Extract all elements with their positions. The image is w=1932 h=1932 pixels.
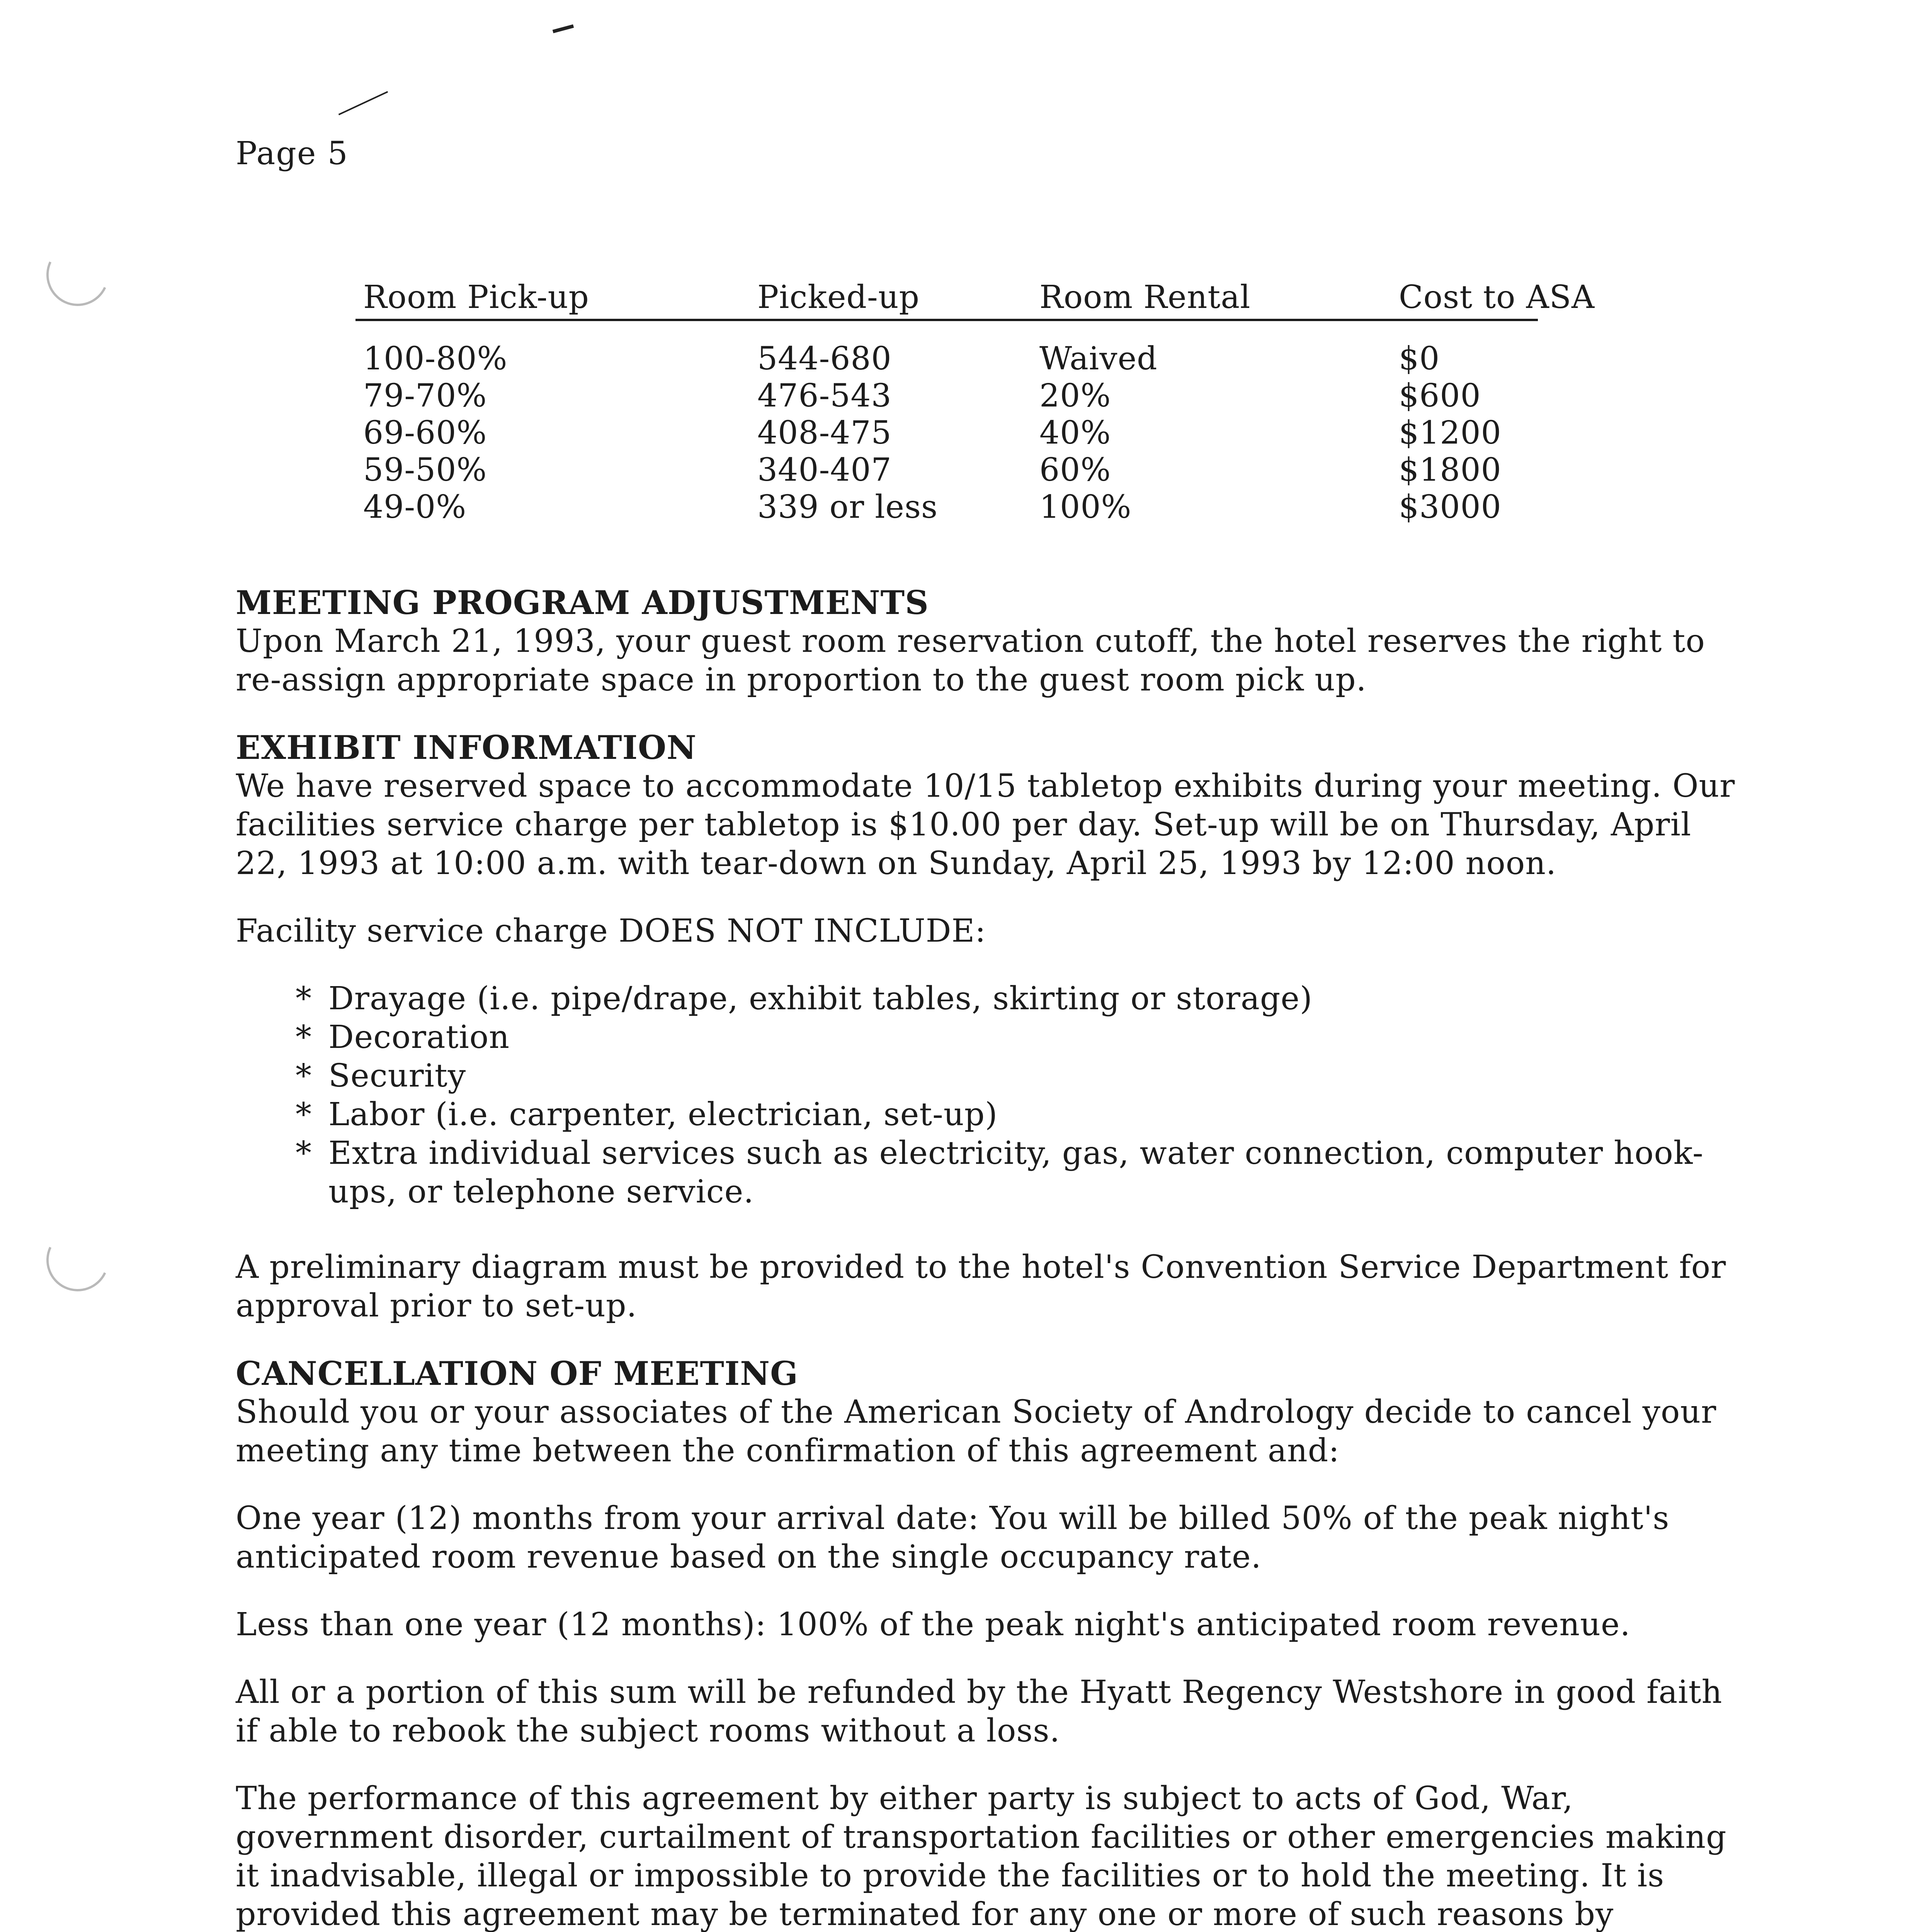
table-cell: 340-407 — [757, 452, 892, 488]
scan-mark — [553, 24, 574, 33]
table-cell: 59-50% — [363, 452, 487, 488]
list-item: * Security — [296, 1057, 1743, 1095]
table-body — [355, 321, 1538, 537]
spacer — [236, 951, 1743, 980]
table-cell: 20% — [1039, 378, 1111, 414]
table-cell: Waived — [1039, 340, 1158, 377]
table-cell: 408-475 — [757, 415, 892, 451]
table-cell: $1200 — [1399, 415, 1502, 451]
not-included-list — [236, 980, 1743, 1211]
table-cell: 79-70% — [363, 378, 487, 414]
table-cell: 69-60% — [363, 415, 487, 451]
list-item: * Drayage (i.e. pipe/drape, exhibit tables, skirting or storage) — [296, 980, 1743, 1018]
table-cell: 100% — [1039, 489, 1132, 526]
section-heading-exhibit: EXHIBIT INFORMATION — [236, 728, 697, 767]
punch-hole — [37, 1220, 118, 1300]
table-row — [355, 378, 1538, 415]
column-header-cost-to-asa: Cost to ASA — [1399, 279, 1595, 316]
list-item: * Decoration — [296, 1018, 1743, 1057]
cancellation-intro: Should you or your associates of the American Society of Andrology decide to cancel your meeting any time between the confirmation of this agreement and: — [236, 1394, 1717, 1469]
table-cell: $0 — [1399, 340, 1440, 377]
not-included-intro: Facility service charge DOES NOT INCLUDE: — [236, 913, 986, 949]
table-cell: 100-80% — [363, 340, 508, 377]
page-number: Page 5 — [236, 135, 349, 172]
exhibit-text: We have reserved space to accommodate 10/15 tabletop exhibits during your meeting. Our facilities service charge per tabletop is $10.00 per day. Set-up will be on Thursday, April 22, 1993 at 10:00 a.m. with tear-down on Sunday, April 25, 1993 by 12:00 noon. — [236, 768, 1735, 882]
list-item: * Labor (i.e. carpenter, electrician, set-up) — [296, 1095, 1743, 1134]
table-row — [355, 489, 1538, 526]
table-cell: 60% — [1039, 452, 1111, 488]
cancellation-one-year: One year (12) months from your arrival date: You will be billed 50% of the peak night's anticipated room revenue based on the single occupancy rate. — [236, 1500, 1670, 1575]
diagram-note: A preliminary diagram must be provided to the hotel's Convention Service Department for approval prior to set-up. — [236, 1249, 1726, 1324]
table-header — [355, 270, 1595, 321]
room-pickup-table — [355, 270, 1595, 537]
spacer — [236, 883, 1743, 912]
column-header-room-pickup: Room Pick-up — [363, 279, 589, 316]
cancellation-refund: All or a portion of this sum will be refunded by the Hyatt Regency Westshore in good faith if able to rebook the subject rooms without a loss. — [236, 1674, 1723, 1749]
section-heading-cancellation: CANCELLATION OF MEETING — [236, 1354, 798, 1393]
table-cell: 339 or less — [757, 489, 938, 526]
table-cell: 49-0% — [363, 489, 467, 526]
table-cell: 476-543 — [757, 378, 892, 414]
section-heading-meeting-program: MEETING PROGRAM ADJUSTMENTS — [236, 583, 929, 622]
table-row — [355, 452, 1538, 489]
spacer — [236, 1644, 1743, 1673]
punch-hole — [37, 235, 118, 315]
cancellation-less-than-year: Less than one year (12 months): 100% of the peak night's anticipated room revenue. — [236, 1606, 1631, 1643]
spacer — [236, 1325, 1743, 1354]
spacer — [236, 1577, 1743, 1605]
force-majeure-text: The performance of this agreement by either party is subject to acts of God, War, government disorder, curtailment of transportation facilities or other emergencies making it inadvisable, illegal or impossible to provide the facilities or to hold the meeting. It is provided this agreement may be terminated for any one or more of such reasons by — [236, 1780, 1727, 1932]
table-cell: $1800 — [1399, 452, 1502, 488]
table-cell: 40% — [1039, 415, 1111, 451]
table-row — [355, 340, 1538, 378]
table-cell: $600 — [1399, 378, 1481, 414]
meeting-program-text: Upon March 21, 1993, your guest room reservation cutoff, the hotel reserves the right to re-assign appropriate space in proportion to the guest room pick up. — [236, 623, 1705, 698]
scan-mark — [338, 91, 388, 116]
table-cell: $3000 — [1399, 489, 1502, 526]
table-cell: 544-680 — [757, 340, 892, 377]
spacer — [236, 1211, 1743, 1248]
spacer — [236, 699, 1743, 728]
document-body — [236, 583, 1743, 1932]
table-row — [355, 415, 1538, 452]
spacer — [236, 1470, 1743, 1499]
column-header-room-rental: Room Rental — [1039, 279, 1251, 316]
column-header-picked-up: Picked-up — [757, 279, 920, 316]
spacer — [236, 1750, 1743, 1779]
list-item: * Extra individual services such as electricity, gas, water connection, computer hook-ups, or telephone service. — [296, 1134, 1743, 1211]
